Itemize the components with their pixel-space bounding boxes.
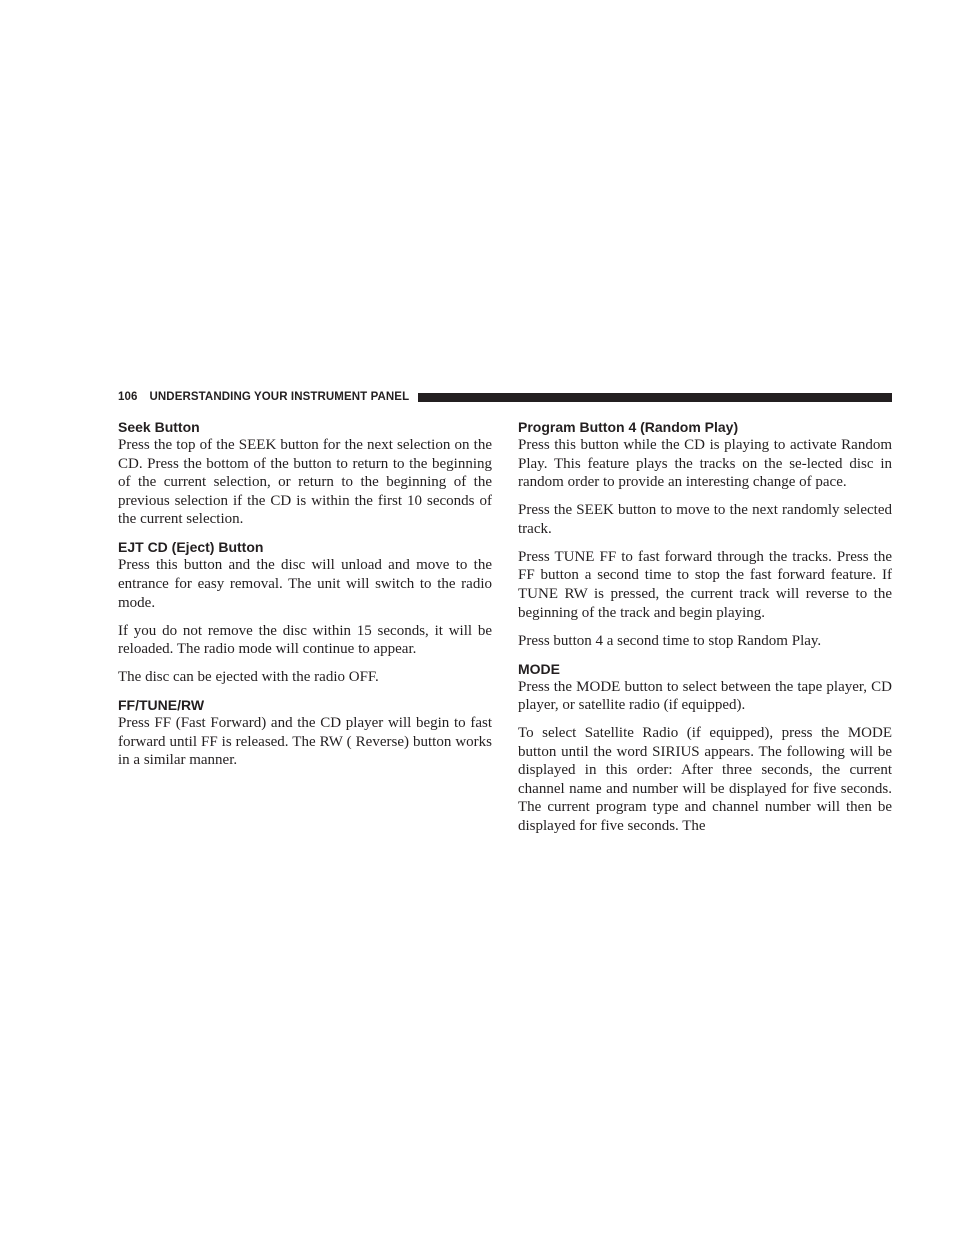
left-column: [118, 418, 492, 779]
paragraph: Press FF (Fast Forward) and the CD player will begin to fast forward until FF is released. The RW ( Reverse) button works in a similar manner.: [118, 715, 492, 769]
right-column: [518, 418, 892, 845]
paragraph: Press this button while the CD is playing to activate Random Play. This feature plays the tracks on the se-lected disc in random order to provide an interesting change of pace.: [518, 437, 892, 491]
paragraph: Press the top of the SEEK button for the next selection on the CD. Press the bottom of the button to return to the beginning of the current selection, or return to the beginning of the previous selection if the CD is within the first 10 seconds of the current selection.: [118, 437, 492, 528]
section-heading: EJT CD (Eject) Button: [118, 539, 264, 556]
running-title: UNDERSTANDING YOUR INSTRUMENT PANEL: [149, 391, 410, 403]
paragraph: Press the MODE button to select between the tape player, CD player, or satellite radio (if equipped).: [518, 678, 892, 714]
paragraph: Press button 4 a second time to stop Random Play.: [518, 632, 822, 649]
section-mode: [518, 660, 892, 836]
section-heading: Program Button 4 (Random Play): [518, 419, 739, 435]
section-eject-button: [118, 538, 492, 686]
paragraph: To select Satellite Radio (if equipped), press the MODE button until the word SIRIUS appears. The following will be displayed in this order: After three seconds, the current channel name and number will be displayed for five seconds. The current program type and channel number will then be displayed for five seconds. The: [518, 725, 892, 835]
section-ff-tune-rw: [118, 696, 492, 770]
paragraph: The disc can be ejected with the radio OFF.: [118, 669, 379, 686]
section-heading: FF/TUNE/RW: [118, 697, 205, 714]
page-number: 106: [118, 391, 138, 403]
header-rule-bar: [418, 393, 892, 402]
section-heading: MODE: [518, 660, 560, 677]
section-seek-button: [118, 418, 492, 529]
section-random-play: [518, 418, 892, 650]
section-heading: Seek Button: [118, 419, 200, 435]
paragraph: Press this button and the disc will unload and move to the entrance for easy removal. The unit will switch to the radio mode.: [118, 557, 492, 611]
paragraph: Press the SEEK button to move to the next randomly selected track.: [518, 502, 892, 537]
paragraph: If you do not remove the disc within 15 seconds, it will be reloaded. The radio mode will continue to appear.: [118, 622, 492, 658]
page-header: [118, 389, 892, 405]
paragraph: Press TUNE FF to fast forward through the tracks. Press the FF button a second time to stop the fast forward feature. If TUNE RW is pressed, the current track will reverse to the beginning of the track and begin playing.: [518, 548, 892, 621]
